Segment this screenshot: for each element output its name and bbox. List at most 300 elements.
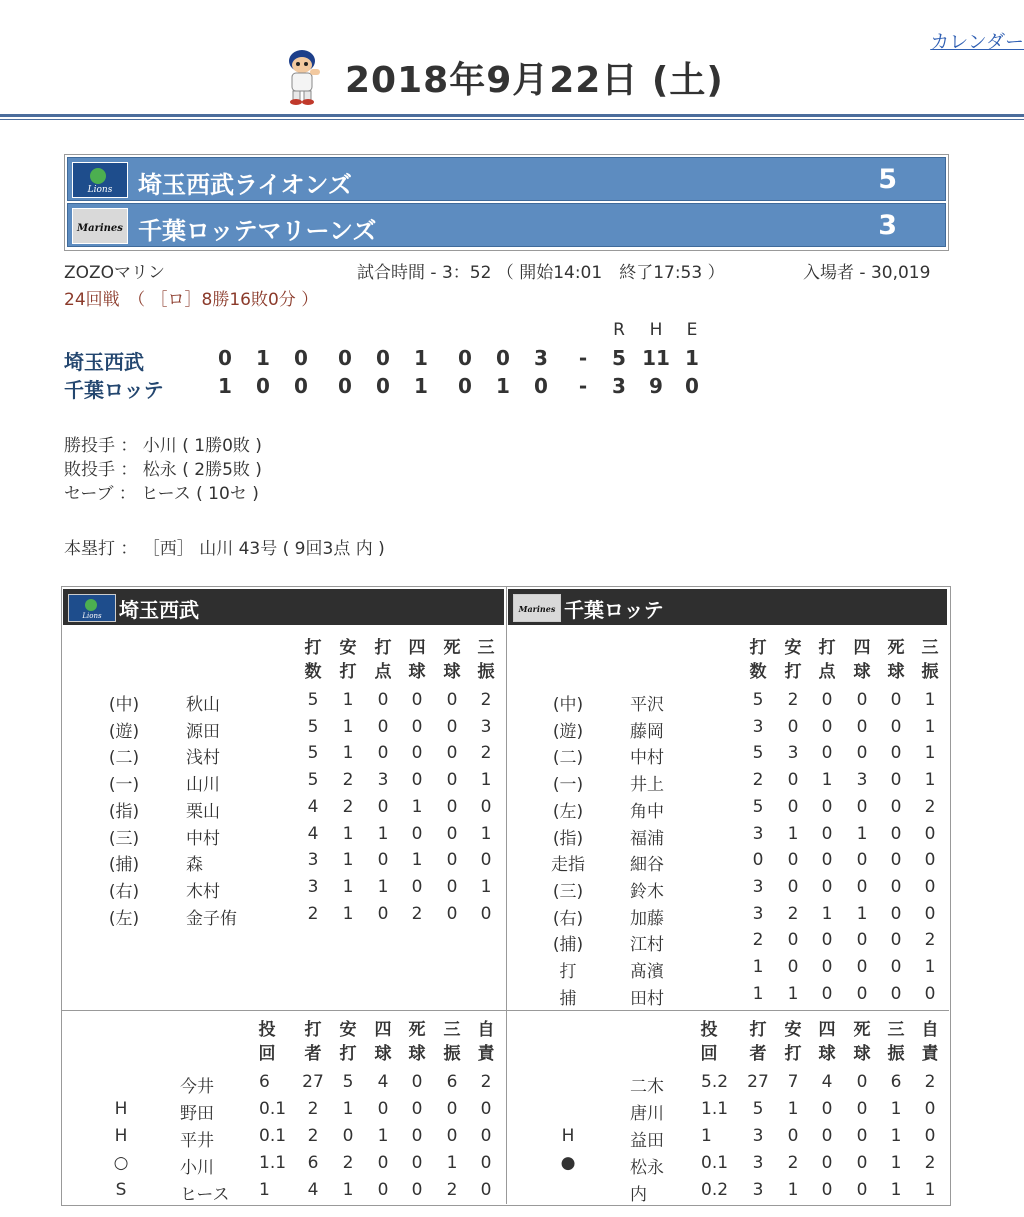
batter-stat: 0 (856, 983, 868, 1004)
batter-position: (右) (108, 881, 140, 902)
batter-stat: 1 (342, 876, 354, 897)
pitcher-stat: 0 (856, 1180, 868, 1200)
batter-stat: 0 (480, 796, 492, 817)
batter-stat: 1 (856, 903, 868, 924)
batter-name: 福浦 (630, 828, 664, 849)
batter-stat: 1 (752, 957, 764, 977)
pitcher-stat: 1 (342, 1180, 354, 1200)
batter-stat: 0 (480, 903, 492, 924)
batter-stat: 1 (377, 876, 389, 897)
batter-stat: 0 (821, 957, 833, 977)
column-header (884, 1018, 908, 1066)
pitcher-stat: 0 (342, 1126, 354, 1146)
batter-stat: 2 (307, 903, 319, 924)
pitcher-stat: 1 (924, 1180, 936, 1200)
pitcher-stat: 27 (747, 1072, 769, 1092)
pitcher-stat: 0 (480, 1099, 492, 1119)
batter-name: 平沢 (630, 695, 664, 715)
page-title: 2018年9月22日 (土) (345, 60, 724, 101)
batter-stat: 0 (446, 716, 458, 737)
batter-stat: 0 (411, 770, 423, 791)
batter-stat: 0 (446, 876, 458, 897)
pitcher-stat: 0 (480, 1153, 492, 1173)
column-header-char: 打 (304, 1020, 322, 1040)
rhe-header: E (686, 320, 698, 340)
team-name: 埼玉西武ライオンズ (138, 171, 352, 199)
pitcher-stat: 1 (890, 1099, 902, 1119)
column-header (850, 1018, 874, 1066)
batter-stat: 0 (377, 690, 389, 710)
batter-stat: 1 (342, 743, 354, 764)
batter-name: 髙濱 (630, 962, 664, 982)
batter-stat: 5 (752, 743, 764, 764)
batter-position: 捕 (559, 988, 577, 1009)
header-rule (0, 114, 1024, 117)
batter-stat: 1 (342, 850, 354, 871)
column-header-char: 者 (749, 1044, 767, 1064)
column-header-char: 四 (374, 1020, 392, 1040)
rhe-value: 11 (642, 346, 670, 370)
column-header-char: 打 (749, 638, 767, 658)
batter-stat: 0 (446, 796, 458, 817)
inning-score: 1 (218, 374, 232, 398)
linescore-team: 埼玉西武 (64, 350, 144, 374)
batter-position: 打 (559, 962, 577, 982)
pitcher-stat: 2 (307, 1099, 319, 1119)
batter-stat: 0 (377, 743, 389, 764)
batter-stat: 3 (307, 850, 319, 871)
pitcher-innings: 5.2 (701, 1072, 729, 1092)
svg-text:Marines: Marines (518, 604, 556, 614)
column-header-char: 三 (443, 1020, 461, 1040)
column-header-char: 自 (921, 1020, 939, 1040)
pitcher-stat: 2 (924, 1072, 936, 1092)
batter-stat: 3 (752, 716, 764, 737)
pitcher-name: ヒース (180, 1185, 230, 1205)
column-header-char: 投 (700, 1020, 718, 1040)
batter-stat: 0 (377, 796, 389, 817)
linescore-separator: - (578, 374, 588, 398)
column-header (474, 636, 498, 684)
column-header-char: 死 (887, 638, 905, 658)
batter-position: (指) (552, 828, 584, 849)
pitcher-stat: 1 (342, 1099, 354, 1119)
batter-stat: 3 (752, 876, 764, 897)
column-header-char: 数 (749, 662, 767, 682)
pitcher-name: 松永 (630, 1158, 664, 1178)
batter-stat: 1 (377, 823, 389, 844)
batter-stat: 0 (856, 796, 868, 817)
pitcher-stat: 3 (752, 1153, 764, 1173)
column-header (405, 1018, 429, 1066)
batter-position: (二) (108, 748, 140, 769)
pitcher-stat: 5 (342, 1072, 354, 1092)
batter-stat: 0 (787, 716, 799, 737)
pitcher-stat: 0 (377, 1153, 389, 1173)
batter-name: 金子侑 (186, 908, 237, 929)
column-header (474, 1018, 498, 1066)
batter-stat: 0 (787, 770, 799, 791)
batter-stat: 0 (924, 850, 936, 871)
column-header (815, 636, 839, 684)
batter-stat: 1 (787, 983, 799, 1004)
pitcher-stat: 3 (752, 1126, 764, 1146)
column-header-char: 死 (853, 1020, 871, 1040)
batter-name: 栗山 (186, 801, 220, 822)
pitcher-mark: ○ (113, 1153, 129, 1173)
column-header (697, 1018, 721, 1066)
column-header (440, 1018, 464, 1066)
column-header-char: 者 (304, 1044, 322, 1064)
batter-position: (一) (108, 775, 140, 796)
column-header-char: 四 (818, 1020, 836, 1040)
column-header (850, 636, 874, 684)
batter-stat: 0 (890, 743, 902, 764)
pitcher-name: 唐川 (630, 1104, 664, 1124)
inning-score: 0 (458, 374, 472, 398)
batter-stat: 1 (821, 770, 833, 791)
batter-position: (左) (108, 908, 140, 929)
batter-stat: 3 (480, 716, 492, 737)
pitcher-stat: 1 (787, 1099, 799, 1119)
batter-stat: 0 (787, 957, 799, 977)
column-header (336, 1018, 360, 1066)
game-duration: 試合時間 - 3：52 （ 開始14:01 終了17:53 ） (357, 263, 725, 283)
batter-stat: 1 (342, 903, 354, 924)
pitcher-stat: 6 (890, 1072, 902, 1092)
column-header (884, 636, 908, 684)
batter-stat: 0 (856, 930, 868, 951)
batter-stat: 2 (752, 930, 764, 951)
batter-stat: 1 (924, 716, 936, 737)
column-header-char: 振 (443, 1044, 461, 1064)
column-header-char: 自 (477, 1020, 495, 1040)
batter-stat: 0 (446, 850, 458, 871)
pitcher-name: 平井 (180, 1131, 214, 1151)
column-header (371, 636, 395, 684)
losing-pitcher: 敗投手 ： 松永 ( 2勝5敗 ) (64, 460, 262, 480)
pitcher-innings: 1.1 (259, 1153, 287, 1173)
batter-position: (遊) (108, 721, 140, 742)
inning-score: 0 (256, 374, 270, 398)
column-header (371, 1018, 395, 1066)
batter-position: (中) (108, 695, 140, 715)
batter-stat: 4 (307, 823, 319, 844)
column-header-char: 点 (818, 662, 836, 682)
pitcher-mark: H (114, 1099, 128, 1119)
batter-stat: 1 (924, 690, 936, 710)
pitcher-stat: 0 (924, 1099, 936, 1119)
batter-name: 細谷 (630, 855, 664, 876)
batter-name: 中村 (630, 748, 664, 769)
batter-stat: 0 (856, 850, 868, 871)
column-header-char: 球 (887, 662, 905, 682)
batter-stat: 0 (787, 796, 799, 817)
batter-stat: 5 (307, 770, 319, 791)
inning-score: 0 (294, 374, 308, 398)
column-header-char: 打 (339, 1044, 357, 1064)
column-header (781, 636, 805, 684)
calendar-link[interactable]: カレンダー (930, 31, 1024, 53)
batter-position: (捕) (108, 855, 140, 876)
pitcher-stat: 2 (446, 1180, 458, 1200)
home-runs: 本塁打 ： ［西］ 山川 43号 ( 9回3点 内 ) (64, 539, 385, 559)
pitcher-stat: 27 (302, 1072, 324, 1092)
pitcher-stat: 0 (787, 1126, 799, 1146)
inning-score: 0 (376, 374, 390, 398)
pitcher-stat: 0 (377, 1180, 389, 1200)
inning-score: 1 (414, 346, 428, 370)
batter-stat: 0 (890, 716, 902, 737)
batter-stat: 1 (821, 903, 833, 924)
column-header-char: 振 (921, 662, 939, 682)
column-header (815, 1018, 839, 1066)
batter-stat: 2 (480, 690, 492, 710)
team-name: 千葉ロッテ (564, 598, 664, 622)
pitcher-name: 小川 (180, 1158, 214, 1178)
batter-stat: 0 (856, 716, 868, 737)
column-header-char: 死 (408, 1020, 426, 1040)
pitcher-stat: 2 (480, 1072, 492, 1092)
inning-score: 0 (534, 374, 548, 398)
batter-stat: 2 (787, 903, 799, 924)
batter-stat: 1 (411, 796, 423, 817)
batter-stat: 1 (480, 823, 492, 844)
batter-stat: 0 (821, 743, 833, 764)
batter-stat: 1 (924, 743, 936, 764)
inning-score: 3 (534, 346, 548, 370)
team-score: 5 (878, 164, 897, 195)
batter-stat: 0 (856, 876, 868, 897)
pitching-divider (62, 1010, 949, 1011)
batter-stat: 0 (446, 770, 458, 791)
season-record: 24回戦 （ ［ロ］8勝16敗0分 ） (64, 290, 319, 310)
batter-stat: 0 (480, 850, 492, 871)
batter-stat: 1 (924, 957, 936, 977)
batter-name: 田村 (630, 988, 664, 1009)
batter-position: (三) (108, 828, 140, 849)
pitcher-innings: 0.1 (259, 1099, 287, 1119)
batter-stat: 0 (411, 716, 423, 737)
batter-position: (指) (108, 801, 140, 822)
pitcher-innings: 1.1 (701, 1099, 729, 1119)
column-header (746, 636, 770, 684)
batter-stat: 0 (890, 690, 902, 710)
pitcher-stat: 1 (890, 1153, 902, 1173)
column-header (255, 1018, 279, 1066)
column-header-char: 打 (784, 1044, 802, 1064)
batter-stat: 1 (342, 716, 354, 737)
batter-stat: 0 (377, 716, 389, 737)
batter-stat: 5 (752, 796, 764, 817)
batter-name: 江村 (630, 935, 664, 956)
inning-score: 1 (256, 346, 270, 370)
header-rule-thin (0, 119, 1024, 120)
batter-position: (二) (552, 748, 584, 769)
team-score: 3 (878, 210, 897, 241)
svg-text:Lions: Lions (87, 185, 113, 195)
rhe-value: 5 (612, 346, 626, 370)
pitcher-stat: 0 (411, 1180, 423, 1200)
box-divider (506, 587, 507, 1204)
batter-stat: 2 (342, 770, 354, 791)
pitcher-stat: 4 (821, 1072, 833, 1092)
pitcher-stat: 0 (377, 1099, 389, 1119)
batter-stat: 3 (307, 876, 319, 897)
pitcher-name: 益田 (630, 1131, 664, 1151)
batter-stat: 5 (307, 690, 319, 710)
pitcher-mark: H (114, 1126, 128, 1146)
inning-score: 1 (496, 374, 510, 398)
batter-position: (中) (552, 695, 584, 715)
rhe-value: 3 (612, 374, 626, 398)
column-header (781, 1018, 805, 1066)
batter-stat: 0 (787, 850, 799, 871)
pitcher-stat: 0 (411, 1072, 423, 1092)
team-name: 埼玉西武 (119, 598, 199, 622)
column-header-char: 球 (853, 662, 871, 682)
batter-stat: 0 (856, 690, 868, 710)
inning-score: 0 (218, 346, 232, 370)
pitcher-stat: 1 (446, 1153, 458, 1173)
batter-stat: 0 (821, 983, 833, 1004)
column-header-char: 球 (408, 662, 426, 682)
lions-logo-icon (68, 594, 116, 622)
winning-pitcher: 勝投手 ： 小川 ( 1勝0敗 ) (64, 436, 262, 456)
batter-stat: 1 (856, 823, 868, 844)
mascot-icon (280, 47, 328, 105)
pitcher-innings: 0.1 (701, 1153, 729, 1173)
batter-stat: 0 (787, 876, 799, 897)
column-header-char: 球 (408, 1044, 426, 1064)
column-header (746, 1018, 770, 1066)
batter-name: 木村 (186, 881, 220, 902)
batter-stat: 3 (856, 770, 868, 791)
batter-stat: 0 (856, 957, 868, 977)
batter-name: 井上 (630, 775, 664, 796)
batter-stat: 3 (752, 823, 764, 844)
batter-stat: 5 (307, 743, 319, 764)
inning-score: 0 (338, 374, 352, 398)
pitcher-stat: 1 (890, 1126, 902, 1146)
column-header-char: 投 (258, 1020, 276, 1040)
pitcher-mark: ● (560, 1153, 576, 1173)
marines-box-header (508, 589, 947, 625)
column-header-char: 球 (853, 1044, 871, 1064)
pitcher-stat: 0 (411, 1153, 423, 1173)
column-header-char: 三 (921, 638, 939, 658)
team-row-marines (67, 203, 946, 247)
pitcher-innings: 0.1 (259, 1126, 287, 1146)
batter-stat: 0 (446, 690, 458, 710)
pitcher-stat: 1 (787, 1180, 799, 1200)
batter-stat: 0 (821, 796, 833, 817)
batter-position: (右) (552, 908, 584, 929)
column-header-char: 振 (477, 662, 495, 682)
pitcher-stat: 0 (411, 1099, 423, 1119)
pitcher-stat: 0 (821, 1180, 833, 1200)
pitcher-stat: 5 (752, 1099, 764, 1119)
batter-stat: 0 (446, 903, 458, 924)
batter-name: 中村 (186, 828, 220, 849)
save-pitcher: セーブ ： ヒース ( 10セ ) (64, 484, 259, 504)
batter-name: 森 (186, 855, 203, 876)
pitcher-innings: 1 (701, 1126, 712, 1146)
batter-stat: 1 (480, 770, 492, 791)
column-header (918, 1018, 942, 1066)
batter-stat: 0 (890, 823, 902, 844)
column-header-char: 責 (921, 1044, 939, 1064)
batter-name: 加藤 (630, 908, 664, 929)
pitcher-innings: 1 (259, 1180, 270, 1200)
svg-text:Marines: Marines (77, 223, 123, 234)
batter-stat: 2 (342, 796, 354, 817)
svg-text:Lions: Lions (82, 612, 102, 620)
batter-stat: 0 (924, 903, 936, 924)
batter-name: 浅村 (186, 748, 220, 769)
column-header-char: 四 (408, 638, 426, 658)
column-header (918, 636, 942, 684)
batter-name: 山川 (186, 775, 220, 796)
batter-position: (左) (552, 801, 584, 822)
batter-stat: 0 (890, 983, 902, 1004)
team-name: 千葉ロッテマリーンズ (138, 217, 377, 245)
pitcher-stat: 3 (752, 1180, 764, 1200)
batter-stat: 0 (787, 930, 799, 951)
column-header-char: 回 (700, 1044, 718, 1064)
pitcher-innings: 0.2 (701, 1180, 729, 1200)
batter-stat: 0 (446, 743, 458, 764)
attendance: 入場者 - 30,019 (803, 263, 931, 283)
pitcher-stat: 0 (856, 1072, 868, 1092)
column-header-char: 回 (258, 1044, 276, 1064)
batter-name: 秋山 (186, 695, 220, 715)
batter-stat: 2 (924, 796, 936, 817)
batter-stat: 0 (890, 876, 902, 897)
column-header-char: 打 (818, 638, 836, 658)
pitcher-name: 内 (630, 1185, 647, 1205)
column-header (405, 636, 429, 684)
pitcher-stat: 7 (787, 1072, 799, 1092)
inning-score: 0 (376, 346, 390, 370)
pitcher-stat: 0 (446, 1126, 458, 1146)
lions-box-header (63, 589, 504, 625)
inning-score: 0 (458, 346, 472, 370)
batter-stat: 1 (752, 983, 764, 1004)
team-row-lions (67, 157, 946, 201)
inning-score: 0 (338, 346, 352, 370)
batter-stat: 0 (411, 690, 423, 710)
batter-stat: 3 (752, 903, 764, 924)
pitcher-name: 二木 (630, 1077, 664, 1097)
batter-stat: 3 (787, 743, 799, 764)
pitcher-stat: 0 (856, 1153, 868, 1173)
pitcher-innings: 6 (259, 1072, 270, 1092)
stadium: ZOZOマリン (64, 263, 166, 283)
pitcher-stat: 0 (856, 1126, 868, 1146)
inning-score: 0 (294, 346, 308, 370)
linescore-separator: - (578, 346, 588, 370)
batter-stat: 0 (821, 876, 833, 897)
column-header-char: 球 (818, 1044, 836, 1064)
rhe-value: 0 (685, 374, 699, 398)
pitcher-stat: 2 (342, 1153, 354, 1173)
batter-position: (遊) (552, 721, 584, 742)
batter-stat: 1 (924, 770, 936, 791)
pitcher-mark: H (561, 1126, 575, 1146)
batter-position: (一) (552, 775, 584, 796)
column-header-char: 四 (853, 638, 871, 658)
